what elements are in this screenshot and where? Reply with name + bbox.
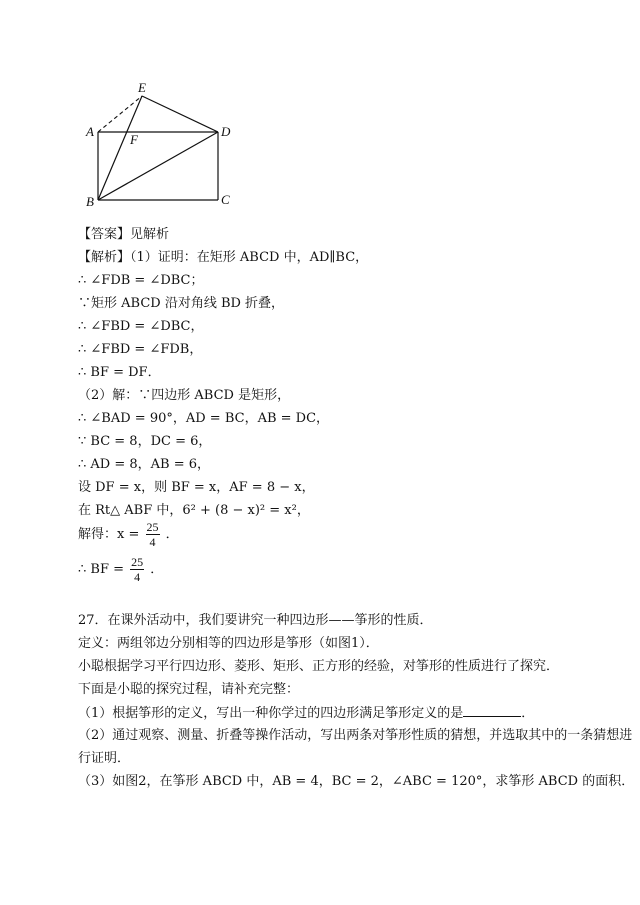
fraction-bf xyxy=(130,555,144,584)
fraction-numerator: 25 xyxy=(131,555,144,569)
label-e: E xyxy=(138,80,146,95)
solution-line-1: 【解析】（1）证明：在矩形 ABCD 中，AD∥BC， xyxy=(78,250,369,265)
q27-line-1: 27．在课外活动中，我们要讲究一种四边形——筝形的性质． xyxy=(78,613,433,628)
q27-part1-end: ． xyxy=(521,706,535,721)
q27-line-3: 小聪根据学习平行四边形、菱形、矩形、正方形的经验，对筝形的性质进行了探究． xyxy=(78,659,560,674)
bf-prefix: ∴ BF = xyxy=(78,562,125,577)
fraction-x xyxy=(146,520,160,549)
label-f: F xyxy=(130,132,138,147)
q27-line-5 xyxy=(78,704,534,723)
segment-ed xyxy=(142,96,218,132)
segment-bd xyxy=(98,132,218,200)
solution-line-8: ∴ ∠BAD = 90°，AD = BC，AB = DC， xyxy=(78,411,330,426)
label-a: A xyxy=(86,124,94,139)
solution-line-4: ∴ ∠FBD = ∠DBC， xyxy=(78,319,204,334)
answer-heading: 【答案】见解析 xyxy=(78,227,170,242)
label-d: D xyxy=(221,124,231,139)
solution-line-3: ∵矩形 ABCD 沿对角线 BD 折叠， xyxy=(78,296,285,311)
segment-be xyxy=(98,96,142,200)
solution-line-9: ∵ BC = 8，DC = 6， xyxy=(78,434,212,449)
q27-line-7: 行证明． xyxy=(78,751,131,766)
solve-prefix: 解得：x = xyxy=(78,527,140,542)
fraction-numerator: 25 xyxy=(146,520,159,534)
fraction-denominator: 4 xyxy=(134,570,141,584)
q27-line-4: 下面是小聪的探究过程，请补充完整： xyxy=(78,682,300,697)
solution-line-12: 在 Rt△ ABF 中，6² + (8 − x)² = x²， xyxy=(78,503,310,518)
segment-ae-dashed xyxy=(98,96,142,132)
label-c: C xyxy=(221,192,230,207)
solution-line-14 xyxy=(78,555,163,585)
solution-line-5: ∴ ∠FBD = ∠FDB， xyxy=(78,342,203,357)
bf-suffix: ． xyxy=(150,562,164,577)
label-b: B xyxy=(86,194,94,209)
answer-blank[interactable] xyxy=(463,704,521,717)
solution-line-13 xyxy=(78,520,179,550)
solve-suffix: ． xyxy=(165,527,179,542)
solution-line-6: ∴ BF = DF． xyxy=(78,365,161,380)
solution-line-2: ∴ ∠FDB = ∠DBC； xyxy=(78,273,204,288)
q27-line-2: 定义：两组邻边分别相等的四边形是筝形（如图1）． xyxy=(78,636,379,651)
geometry-figure xyxy=(78,82,248,210)
rectangle-fold-diagram xyxy=(78,82,248,210)
q27-part1-text: （1）根据筝形的定义，写出一种你学过的四边形满足筝形定义的是 xyxy=(78,706,464,721)
solution-line-11: 设 DF = x，则 BF = x，AF = 8 − x， xyxy=(78,480,315,495)
solution-line-7: （2）解：∵四边形 ABCD 是矩形， xyxy=(78,388,291,403)
q27-line-8: （3）如图2，在筝形 ABCD 中，AB = 4，BC = 2，∠ABC = 120°，求筝形 ABCD 的面积． xyxy=(78,774,635,789)
fraction-denominator: 4 xyxy=(149,535,156,549)
q27-line-6: （2）通过观察、测量、折叠等操作活动，写出两条对筝形性质的猜想，并选取其中的一条猜想进 xyxy=(78,728,633,743)
solution-line-10: ∴ AD = 8，AB = 6， xyxy=(78,457,211,472)
